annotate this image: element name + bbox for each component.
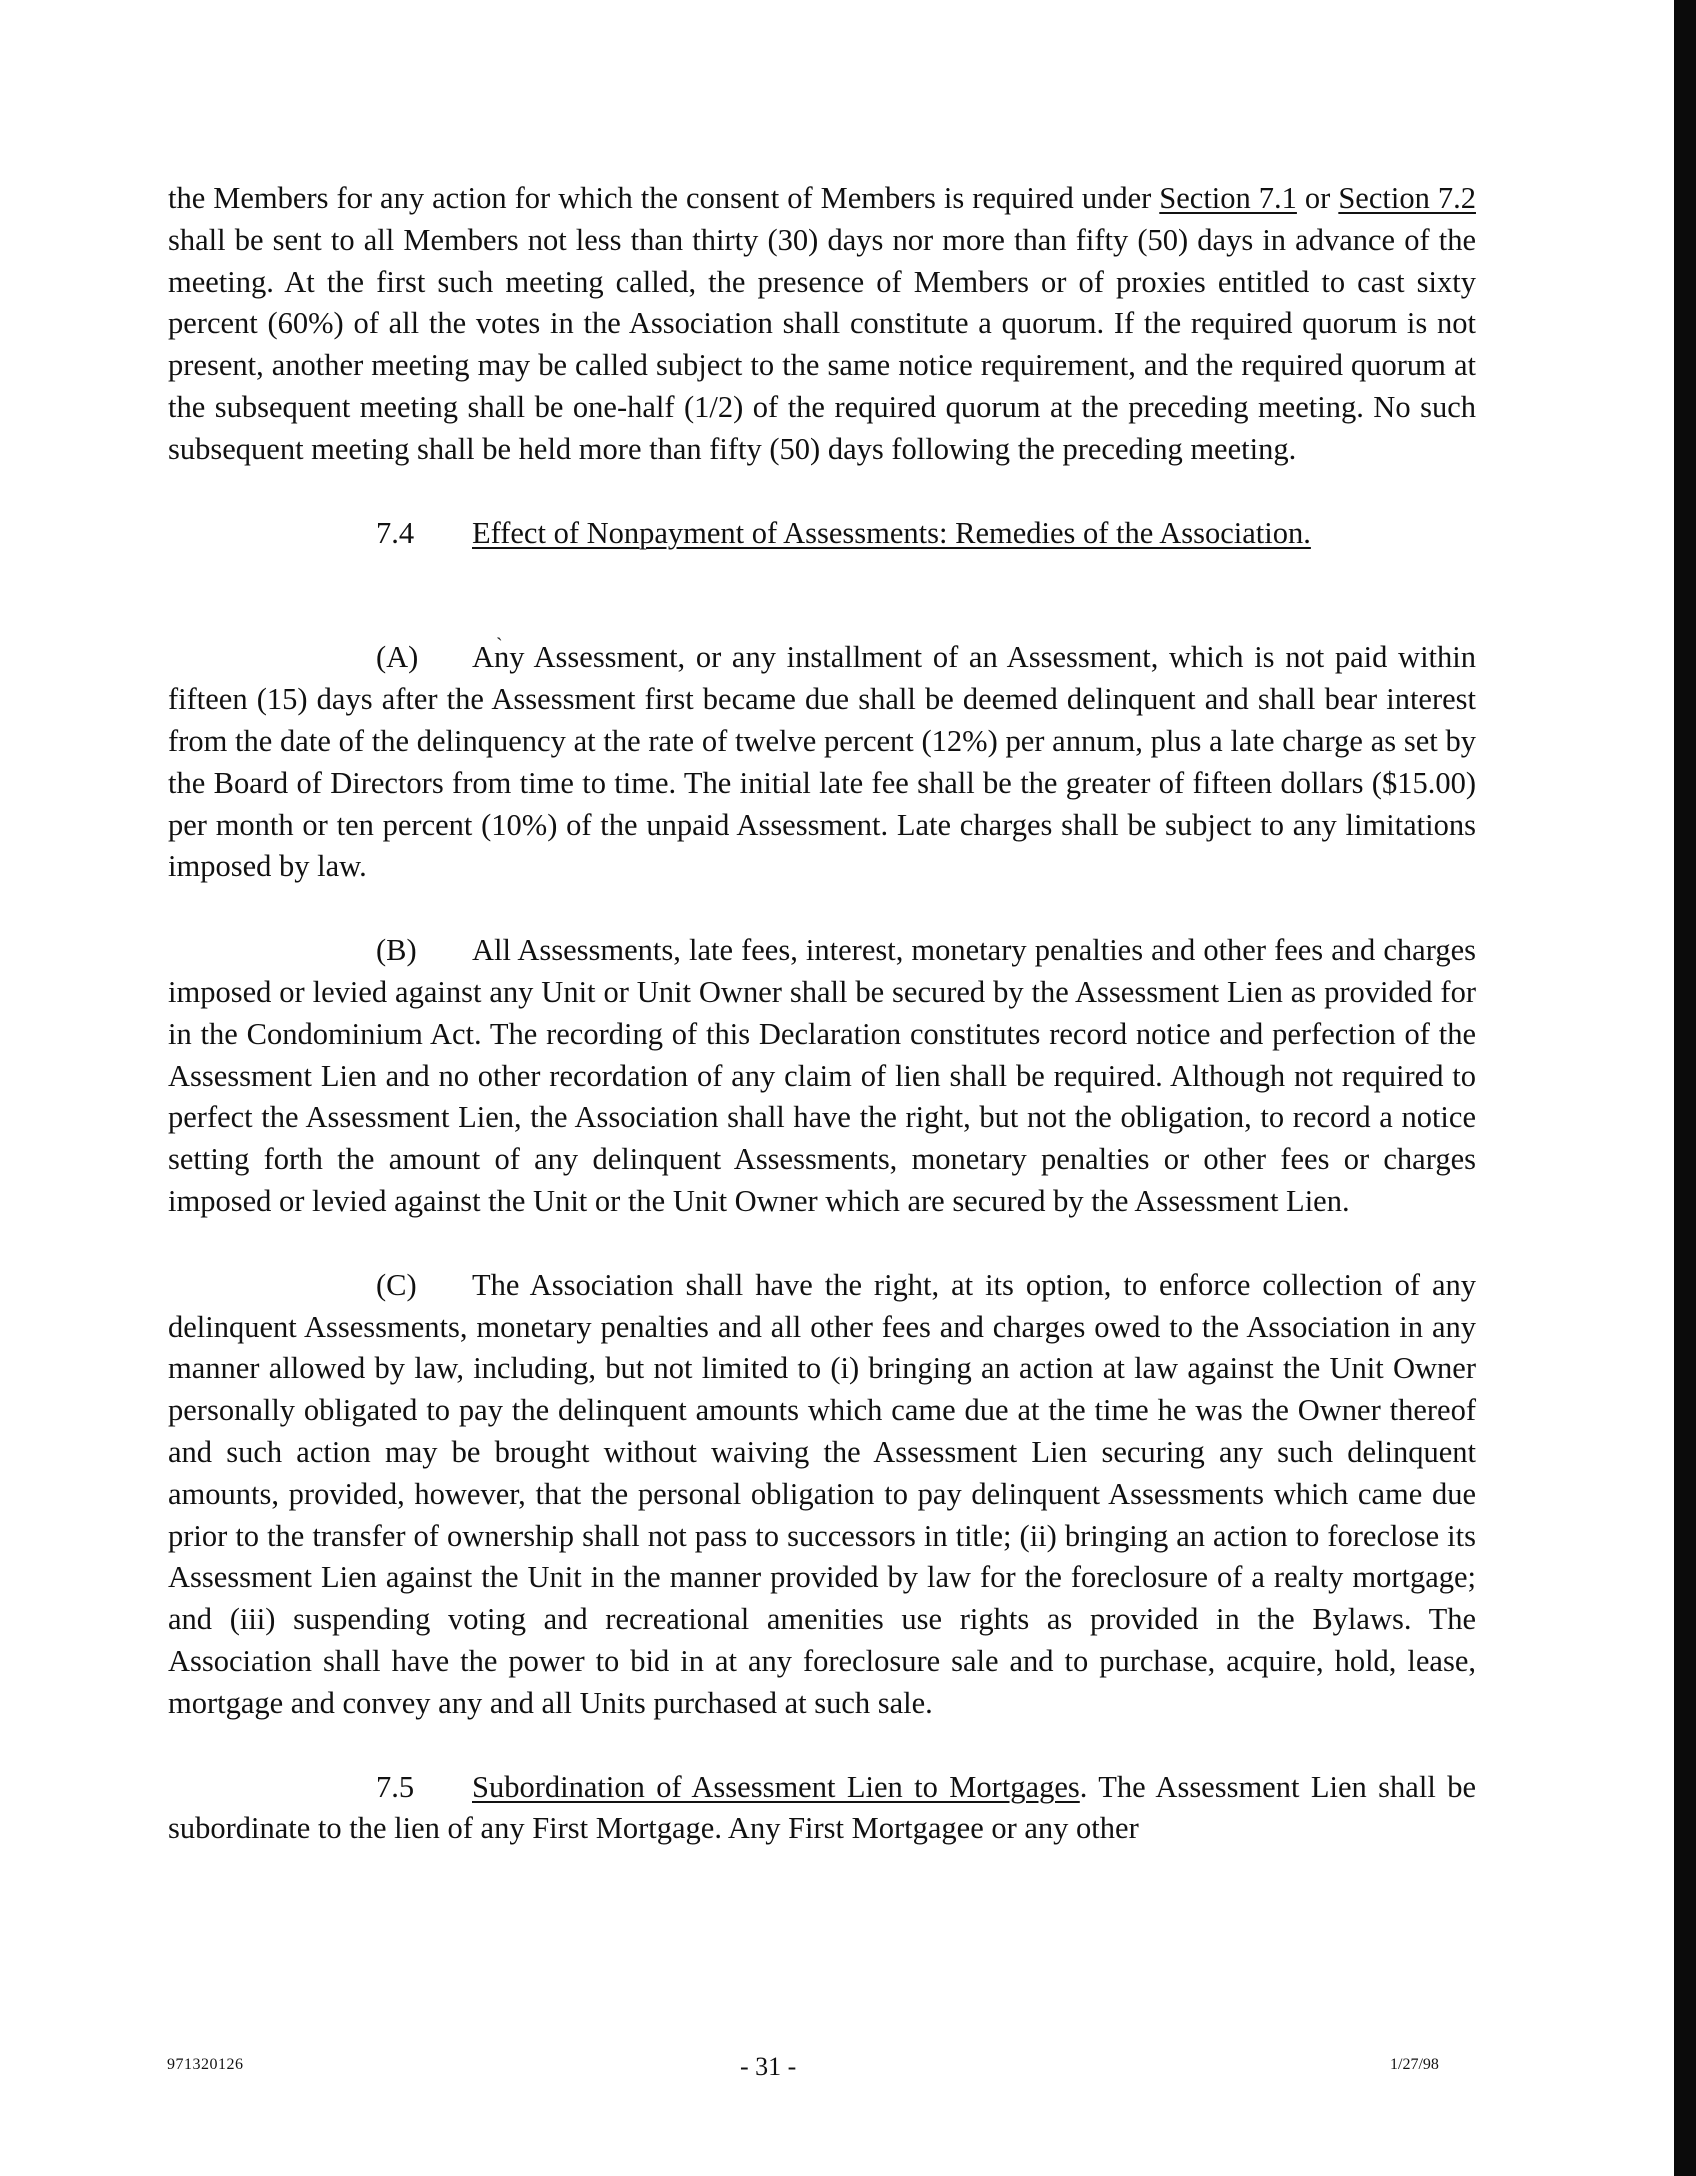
section-7-2-reference: Section 7.2 — [1338, 181, 1476, 215]
paragraph-text: The Association shall have the right, at its option, to enforce collection of any delinquent Assessments, monetary penalties and all other fees and charges owed to the Association in any manner allowed by law, including, but not limited to (i) bringing an action at law against the Unit Owner personally obligated to pay the delinquent amounts which came due at the time he was the Owner thereof and such action may be brought without waiving the Assessment Lien securing any such delinquent amounts, provided, however, that the personal obligation to pay delinquent Assessments which came due prior to the transfer of ownership shall not pass to successors in title; (ii) bringing an action to foreclose its Assessment Lien against the Unit in the manner provided by law for the foreclosure of a realty mortgage; and (iii) suspending voting and recreational amenities use rights as provided in the Bylaws. The Association shall have the power to bid in at any foreclosure sale and to purchase, acquire, hold, lease, mortgage and convey any and all Units purchased at such sale. — [168, 1267, 1476, 1720]
section-number: 7.4 — [376, 515, 415, 550]
section-title: Subordination of Assessment Lien to Mortgages — [472, 1769, 1080, 1804]
document-page — [168, 178, 1476, 1850]
continuation-paragraph — [168, 178, 1476, 471]
paragraph-text: Any Assessment, or any installment of an Assessment, which is not paid within fifteen (15) days after the Assessment first became due shall be deemed delinquent and shall bear interest from the date of the delinquency at the rate of twelve percent (12%) per annum, plus a late charge as set by the Board of Directors from time to time. The initial late fee shall be the greater of fifteen dollars ($15.00) per month or ten percent (10%) of the unpaid Assessment. Late charges shall be subject to any limitations imposed by law. — [168, 640, 1476, 884]
page-number: - 31 - — [740, 2052, 797, 2081]
continuation-text: or — [1296, 181, 1339, 215]
paragraph-text: All Assessments, late fees, interest, monetary penalties and other fees and charges imposed or levied against any Unit or Unit Owner shall be secured by the Assessment Lien as provided for in the Condominium Act. The recording of this Declaration constitutes record notice and perfection of the Assessment Lien and no other recordation of any claim of lien shall be required. Although not required to perfect the Assessment Lien, the Association shall have the right, but not the obligation, to record a notice setting forth the amount of any delinquent Assessments, monetary penalties or other fees or charges imposed or levied against the Unit or the Unit Owner which are secured by the Assessment Lien. — [168, 933, 1476, 1218]
continuation-text: the Members for any action for which the consent of Members is required under — [168, 181, 1160, 215]
section-title: Effect of Nonpayment of Assessments: Remedies of the Association. — [472, 515, 1311, 550]
paragraph-label: (B) — [376, 933, 417, 968]
paragraph-text: . The Assessment Lien shall be subordinate to the lien of any First Mortgage. Any First Mortgagee or any other — [168, 1769, 1477, 1846]
continuation-text: shall be sent to all Members not less than thirty (30) days nor more than fifty (50) days in advance of the meeting. At the first such meeting called, the presence of Members or of proxies entitled to cast sixty percent (60%) of all the votes in the Association shall constitute a quorum. If the required quorum is not present, another meeting may be called subject to the same notice requirement, and the required quorum at the subsequent meeting shall be one-half (1/2) of the required quorum at the preceding meeting. No such subsequent meeting shall be held more than fifty (50) days following the preceding meeting. — [168, 222, 1476, 466]
page-footer — [0, 2052, 1696, 2082]
document-date: 1/27/98 — [1390, 2056, 1439, 2073]
stray-mark: ˏ — [496, 619, 503, 641]
paragraph-label: (A) — [376, 640, 419, 675]
paragraph-label: (C) — [376, 1267, 417, 1302]
paragraph-a — [168, 637, 1476, 888]
paragraph-b — [168, 930, 1476, 1223]
paragraph-c — [168, 1265, 1476, 1725]
section-7-4-heading — [168, 513, 1476, 555]
scan-edge — [1674, 0, 1696, 2176]
section-number: 7.5 — [376, 1769, 415, 1804]
section-7-5-paragraph — [168, 1767, 1476, 1851]
document-id: 971320126 — [167, 2056, 244, 2073]
section-7-1-reference: Section 7.1 — [1159, 181, 1297, 215]
